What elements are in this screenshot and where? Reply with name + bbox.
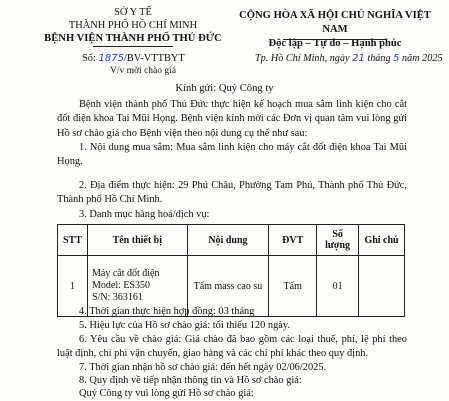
header-unit: ĐVT: [269, 225, 317, 256]
country-name: CỘNG HÒA XÃ HỘI CHỦ NGHĨA VIỆT NAM: [239, 10, 431, 35]
cell-unit: Tấm: [269, 256, 317, 317]
year-label: năm 2025: [402, 53, 443, 64]
table-header-row: [58, 225, 405, 256]
paragraph-5: 5. Hiệu lực của Hồ sơ chào giá: tối thiểu 120 ngày.: [79, 320, 290, 331]
header-note: Ghi chú: [359, 225, 405, 256]
paragraph-8: 8. Quy định về tiếp nhận thông tin và Hồ sơ chào giá:: [79, 375, 302, 386]
paragraph-1: 1. Nội dung mua sắm: Mua sắm linh kiện cho máy cắt đốt điện khoa Tai Mũi Họng.: [57, 142, 407, 168]
dept-name: SỞ Y TẾ: [114, 7, 152, 18]
city-name: THÀNH PHỐ HỒ CHÍ MINH: [68, 20, 198, 31]
paragraph-6: 6. Yêu cầu về chào giá: Giá chào đã bao gồm các loại thuế, phí, lệ phí theo luật định, chi phí vận chuyển, giao hàng và các chi phí khác theo quy định.: [57, 334, 407, 360]
header-content: Nội dung: [187, 225, 269, 256]
hospital-name: BỆNH VIỆN THÀNH PHỐ THỦ ĐỨC: [44, 33, 222, 44]
motto-underline: [283, 39, 387, 40]
so-label: Số:: [82, 53, 96, 64]
header-device: Tên thiết bị: [87, 225, 187, 256]
paragraph-7: 7. Thời gian nhận hồ sơ chào giá: đến hết ngày 02/06/2025.: [79, 362, 327, 373]
device-name: Máy cắt đốt điện: [91, 268, 160, 279]
so-handwritten: 1875: [98, 53, 124, 64]
greeting: Kính gửi: Quý Công ty: [175, 83, 274, 94]
date-prefix: Tp. Hồ Chí Minh, ngày: [255, 53, 350, 64]
header-stt: STT: [58, 225, 88, 256]
items-table: [57, 224, 405, 317]
paragraph-intro: Bệnh viện thành phố Thủ Đức thực hiện kế hoạch mua sắm linh kiện cho cắt đốt điện khoa Tai Mũi Họng. Bệnh viện kính mời các Đơn vị quan tâm vui lòng gửi Hồ sơ chào giá cho Bệnh viện theo nội dung cụ thể như sau:: [57, 99, 407, 139]
device-serial: S/N: 363161: [91, 292, 143, 303]
so-suffix: /BV-VTTBYT: [123, 53, 185, 64]
right-header: [228, 9, 442, 51]
subject-line: V/v mời chào giá: [110, 66, 176, 76]
paragraph-2: 2. Địa điểm thực hiện: 29 Phú Châu, Phường Tam Phú, Thành phố Thủ Đức, Thành phố Hồ Chí Minh.: [57, 180, 407, 206]
header-qty: Số lượng: [317, 225, 359, 256]
left-header-underline: [93, 46, 173, 47]
paragraph-4: 4. Thời gian thực hiện hợp đồng: 03 tháng: [79, 306, 255, 317]
date-day: 21: [352, 53, 365, 64]
date-line: [255, 53, 443, 64]
paragraph-3: 3. Danh mục hàng hoá/dịch vụ:: [79, 209, 210, 220]
cell-qty: 01: [317, 256, 359, 317]
left-header: [38, 6, 228, 45]
motto: Độc lập – Tự do – Hạnh phúc: [268, 38, 402, 49]
paragraph-9: Quý Công ty vui lòng gửi Hồ sơ chào giá:: [79, 388, 254, 399]
document-number: [82, 53, 185, 64]
device-model: Model: ES350: [91, 280, 151, 291]
date-month: 5: [393, 53, 400, 64]
cell-note: [359, 256, 405, 317]
cell-content: Tấm mass cao su: [187, 256, 269, 317]
month-label: tháng: [367, 53, 391, 64]
cell-stt: 1: [58, 256, 88, 317]
